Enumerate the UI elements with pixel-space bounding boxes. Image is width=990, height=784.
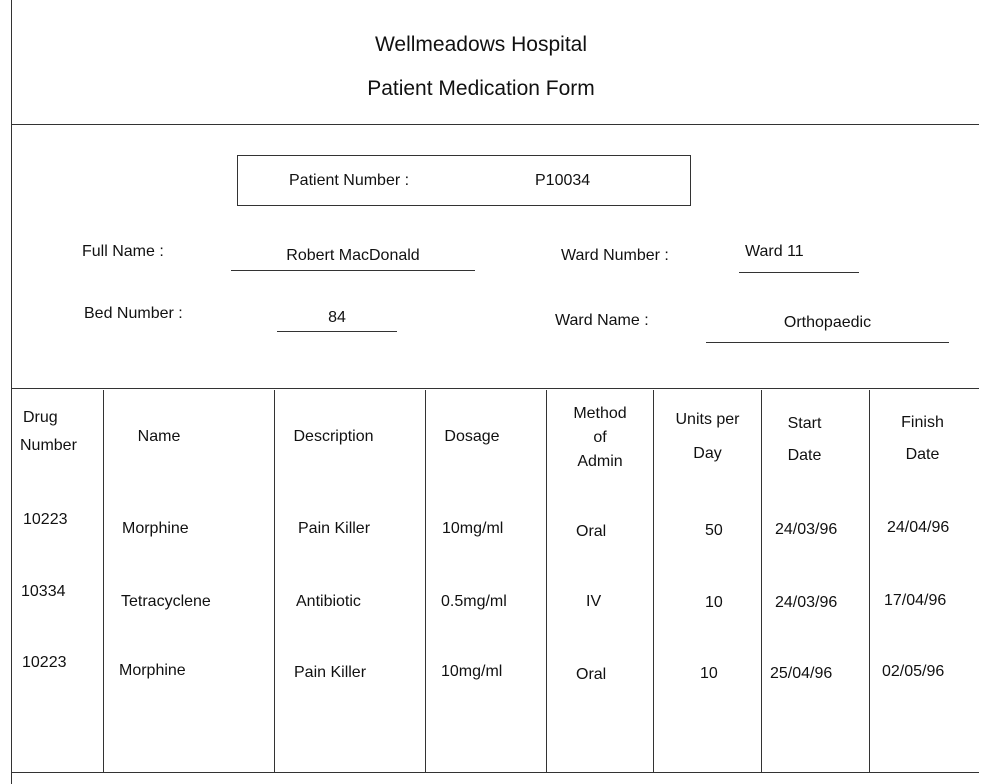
col-header-line: of <box>593 429 607 446</box>
col-header-line: Date <box>787 447 822 464</box>
col-header-line: Start <box>787 415 822 432</box>
table-bottom-rule <box>11 772 979 773</box>
ward-number-value: Ward 11 <box>745 243 804 260</box>
full-name-label: Full Name : <box>82 243 164 260</box>
table-cell-name: Tetracyclene <box>121 593 211 610</box>
table-cell-method: Oral <box>576 666 607 683</box>
table-cell-dosage: 10mg/ml <box>442 520 504 537</box>
full-name-field <box>231 247 475 271</box>
col-header-description <box>275 423 392 451</box>
table-cell-finish: 17/04/96 <box>884 592 947 609</box>
table-cell-finish: 24/04/96 <box>887 519 950 536</box>
col-header-start <box>762 408 847 472</box>
col-header-line: Units per <box>675 411 740 428</box>
hospital-name: Wellmeadows Hospital <box>374 33 588 56</box>
table-cell-description: Pain Killer <box>294 664 367 681</box>
table-cell-dosage: 0.5mg/ml <box>441 593 507 610</box>
col-header-units <box>654 403 761 471</box>
col-header-dosage <box>426 423 518 451</box>
ward-name-label: Ward Name : <box>555 312 649 329</box>
table-cell-start: 25/04/96 <box>770 665 833 682</box>
col-header-line: Dosage <box>444 428 500 445</box>
table-cell-start: 24/03/96 <box>775 521 838 538</box>
table-cell-units: 10 <box>705 594 723 611</box>
bed-number-value: 84 <box>328 309 346 326</box>
col-header-line: Finish <box>901 414 944 431</box>
col-header-line: Date <box>905 446 940 463</box>
table-top-rule <box>11 388 979 389</box>
ward-number-label: Ward Number : <box>561 247 669 264</box>
col-header-line: Drug <box>23 409 58 426</box>
col-header-line: Name <box>137 428 181 445</box>
table-cell-units: 10 <box>700 665 718 682</box>
col-header-line: Description <box>293 428 374 445</box>
full-name-value: Robert MacDonald <box>286 247 420 264</box>
header-divider <box>11 124 979 125</box>
table-cell-method: Oral <box>576 523 607 540</box>
table-cell-method: IV <box>586 593 602 610</box>
table-cell-name: Morphine <box>119 662 186 679</box>
col-header-method <box>547 402 653 474</box>
table-cell-description: Pain Killer <box>298 520 371 537</box>
col-header-line: Day <box>693 445 722 462</box>
table-cell-drug-number: 10223 <box>23 511 68 528</box>
col-header-name <box>104 423 214 451</box>
table-cell-drug-number: 10334 <box>21 583 66 600</box>
table-cell-units: 50 <box>705 522 723 539</box>
table-cell-description: Antibiotic <box>296 593 361 610</box>
table-cell-dosage: 10mg/ml <box>441 663 503 680</box>
bed-number-field <box>277 309 397 332</box>
patient-number-box <box>237 155 691 206</box>
form-title: Patient Medication Form <box>367 77 595 100</box>
table-cell-start: 24/03/96 <box>775 594 838 611</box>
table-cell-name: Morphine <box>122 520 189 537</box>
col-header-line: Number <box>20 437 77 454</box>
left-border <box>11 0 12 784</box>
col-header-line: Admin <box>577 453 623 470</box>
patient-number-value: P10034 <box>535 172 591 189</box>
ward-number-field <box>739 243 859 273</box>
col-header-line: Method <box>573 405 627 422</box>
table-cell-finish: 02/05/96 <box>882 663 945 680</box>
ward-name-value: Orthopaedic <box>783 314 872 331</box>
col-header-drug-number <box>14 404 100 460</box>
ward-name-field <box>706 314 949 343</box>
patient-number-label: Patient Number : <box>289 172 410 189</box>
col-header-finish <box>870 407 975 471</box>
bed-number-label: Bed Number : <box>84 305 183 322</box>
table-cell-drug-number: 10223 <box>22 654 67 671</box>
